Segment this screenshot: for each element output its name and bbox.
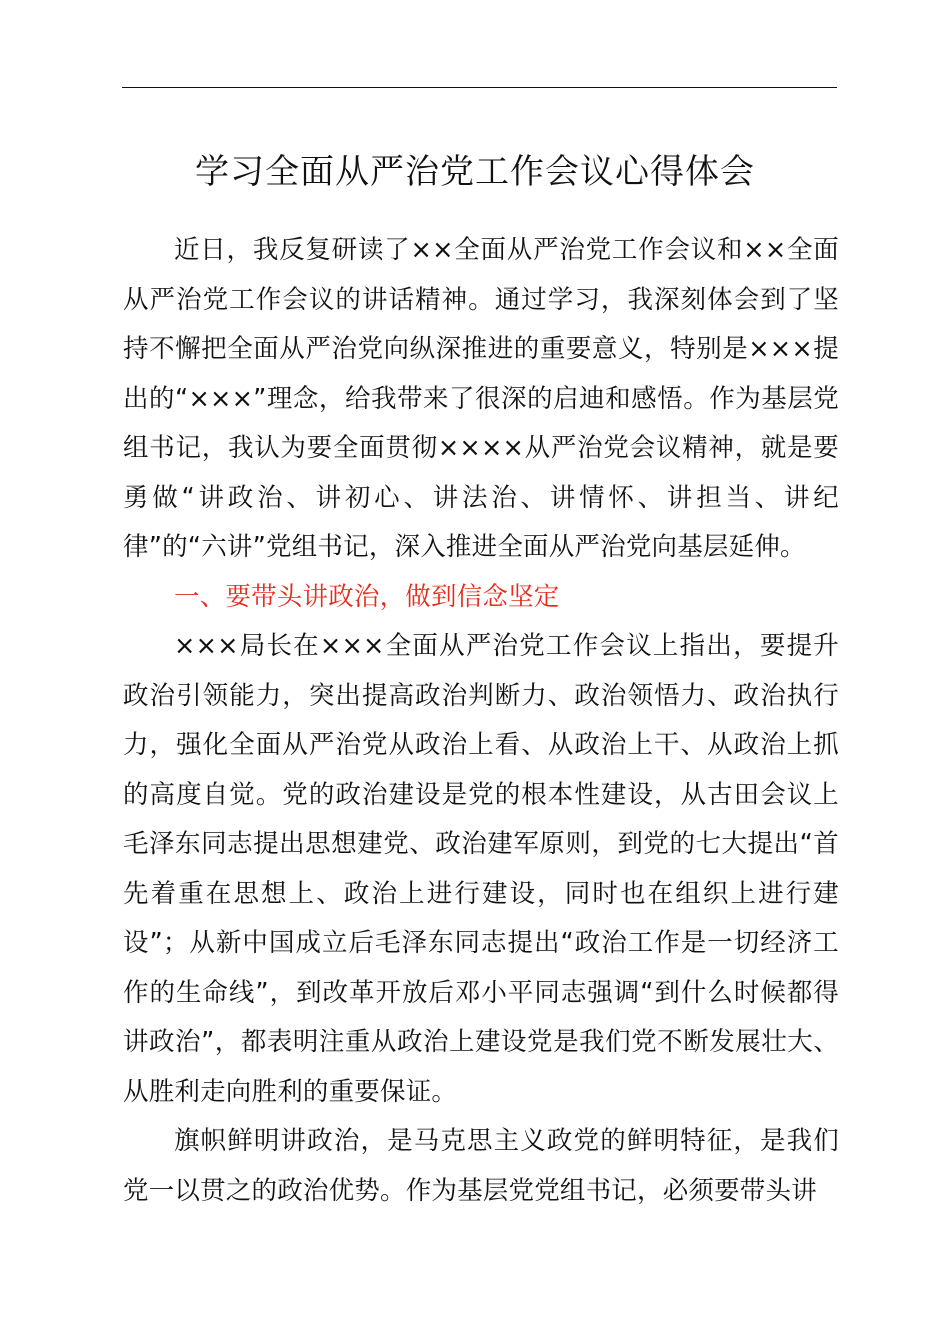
header-rule: [122, 87, 837, 88]
section-1-paragraph-1: ×××局长在×××全面从严治党工作会议上指出，要提升政治引领能力，突出提高政治判断力、政治领悟力、政治执行力，强化全面从严治党从政治上看、从政治上干、从政治上抓的高度自觉。党的政治建设是党的根本性建设，从古田会议上毛泽东同志提出思想建党、政治建军原则，到党的七大提出“首先着重在思想上、政治上进行建设，同时也在组织上进行建设”；从新中国成立后毛泽东同志提出“政治工作是一切经济工作的生命线”，到改革开放后邓小平同志强调“到什么时候都得讲政治”，都表明注重从政治上建设党是我们党不断发展壮大、从胜利走向胜利的重要保证。: [123, 631, 839, 1107]
intro-paragraph: 近日，我反复研读了××全面从严治党工作会议和××全面从严治党工作会议的讲话精神。通过学习，我深刻体会到了坚持不懈把全面从严治党向纵深推进的重要意义，特别是×××提出的“×××”理念，给我带来了很深的启迪和感悟。作为基层党组书记，我认为要全面贯彻××××从严治党会议精神，就是要勇做“讲政治、讲初心、讲法治、讲情怀、讲担当、讲纪律”的“六讲”党组书记，深入推进全面从严治党向基层延伸。: [123, 235, 839, 562]
section-heading-1: 一、要带头讲政治，做到信念坚定: [174, 581, 560, 612]
document-body: [123, 226, 839, 1216]
section-1-paragraph-2: 旗帜鲜明讲政治，是马克思主义政党的鲜明特征，是我们党一以贯之的政治优势。作为基层党党组书记，必须要带头讲: [123, 1126, 839, 1206]
document-title: 学习全面从严治党工作会议心得体会: [195, 152, 755, 192]
